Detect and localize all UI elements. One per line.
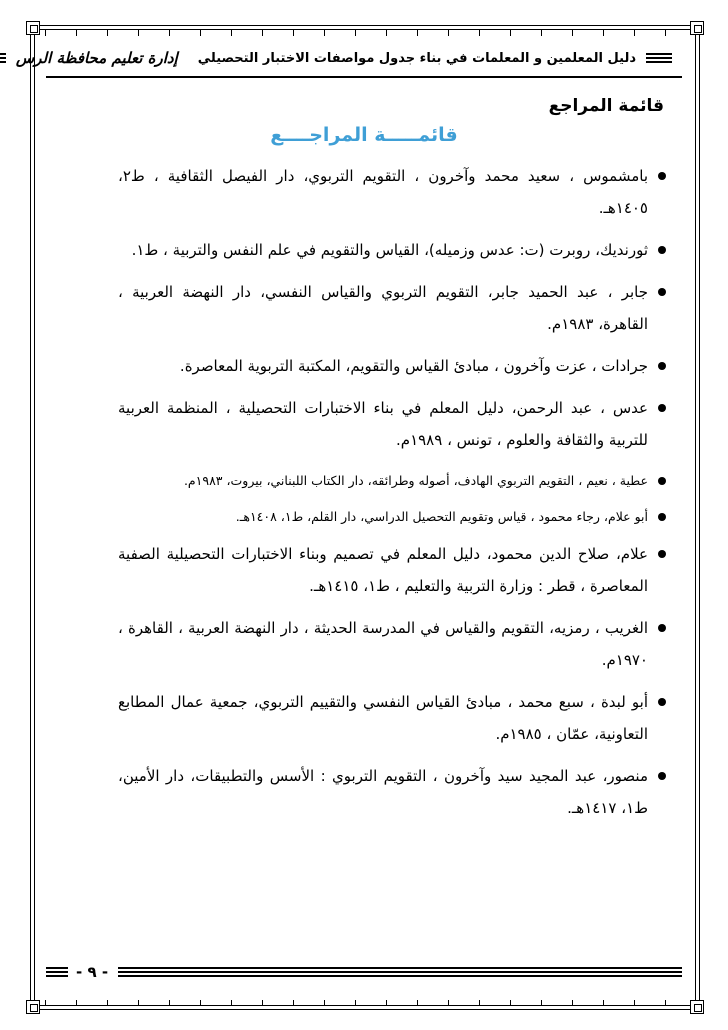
reference-item: عطية ، نعيم ، التقويم التربوي الهادف، أصوله وطرائقه، دار الكتاب اللبناني، بيروت، ١٩٨٣م.: [118, 466, 666, 496]
page-header: [15, 44, 682, 72]
corner-ornament-top-left: [26, 21, 40, 35]
corner-ornament-top-right: [690, 21, 704, 35]
reference-item: ثورنديك، روبرت (ت: عدس وزميله)، القياس والتقويم في علم النفس والتربية ، ط١.: [118, 234, 666, 266]
bullet-icon: [658, 477, 666, 485]
ruler-top: [45, 30, 685, 36]
references-heading: قائمـــــة المراجــــع: [270, 124, 458, 146]
header-divider: [46, 76, 682, 78]
reference-item: أبو علام، رجاء محمود ، قياس وتقويم التحصيل الدراسي، دار القلم، ط١، ١٤٠٨هـ.: [118, 502, 666, 532]
ruler-bottom: [45, 1000, 685, 1006]
reference-item: منصور، عبد المجيد سيد وآخرون ، التقويم التربوي : الأسس والتطبيقات، دار الأمين، ط١، ١٤١٧هـ.: [118, 760, 666, 824]
references-list: [118, 160, 666, 834]
reference-item: أبو لبدة ، سبع محمد ، مبادئ القياس النفسي والتقييم التربوي، جمعية عمال المطابع التعاونية، عمّان ، ١٩٨٥م.: [118, 686, 666, 750]
bullet-icon: [658, 513, 666, 521]
bullet-icon: [658, 246, 666, 254]
footer-bars-right: [118, 967, 682, 977]
bullet-icon: [658, 404, 666, 412]
bullet-icon: [658, 772, 666, 780]
corner-ornament-bottom-left: [26, 1000, 40, 1014]
page-number: - ٩ -: [76, 963, 109, 981]
header-title: دليل المعلمين و المعلمات في بناء جدول مواصفات الاختبار التحصيلي: [197, 50, 636, 66]
bullet-icon: [658, 624, 666, 632]
reference-item: جابر ، عبد الحميد جابر، التقويم التربوي والقياس النفسي، دار النهضة العربية ، القاهرة، ١٩٨٣م.: [118, 276, 666, 340]
reference-item: الغريب ، رمزيه، التقويم والقياس في المدرسة الحديثة ، دار النهضة العربية ، القاهرة ، ١٩٧٠م.: [118, 612, 666, 676]
section-title: قائمة المراجع: [548, 96, 664, 116]
bullet-icon: [658, 362, 666, 370]
bullet-icon: [658, 698, 666, 706]
page-footer: [46, 958, 682, 986]
header-bars-left: [0, 53, 6, 63]
header-bars-right: [646, 53, 672, 63]
reference-item: عدس ، عبد الرحمن، دليل المعلم في بناء الاختبارات التحصيلية ، المنظمة العربية للتربية والثقافة والعلوم ، تونس ، ١٩٨٩م.: [118, 392, 666, 456]
reference-item: علام، صلاح الدين محمود، دليل المعلم في تصميم وبناء الاختبارات التحصيلية الصفية المعاصرة ، قطر : وزارة التربية والتعليم ، ط١، ١٤١٥هـ.: [118, 538, 666, 602]
corner-ornament-bottom-right: [690, 1000, 704, 1014]
reference-item: بامشموس ، سعيد محمد وآخرون ، التقويم التربوي، دار الفيصل الثقافية ، ط٢، ١٤٠٥هـ.: [118, 160, 666, 224]
bullet-icon: [658, 550, 666, 558]
reference-item: جرادات ، عزت وآخرون ، مبادئ القياس والتقويم، المكتبة التربوية المعاصرة.: [118, 350, 666, 382]
footer-bars-left: [46, 967, 68, 977]
bullet-icon: [658, 288, 666, 296]
bullet-icon: [658, 172, 666, 180]
header-organization: إدارة تعليم محافظة الرس: [15, 49, 178, 67]
